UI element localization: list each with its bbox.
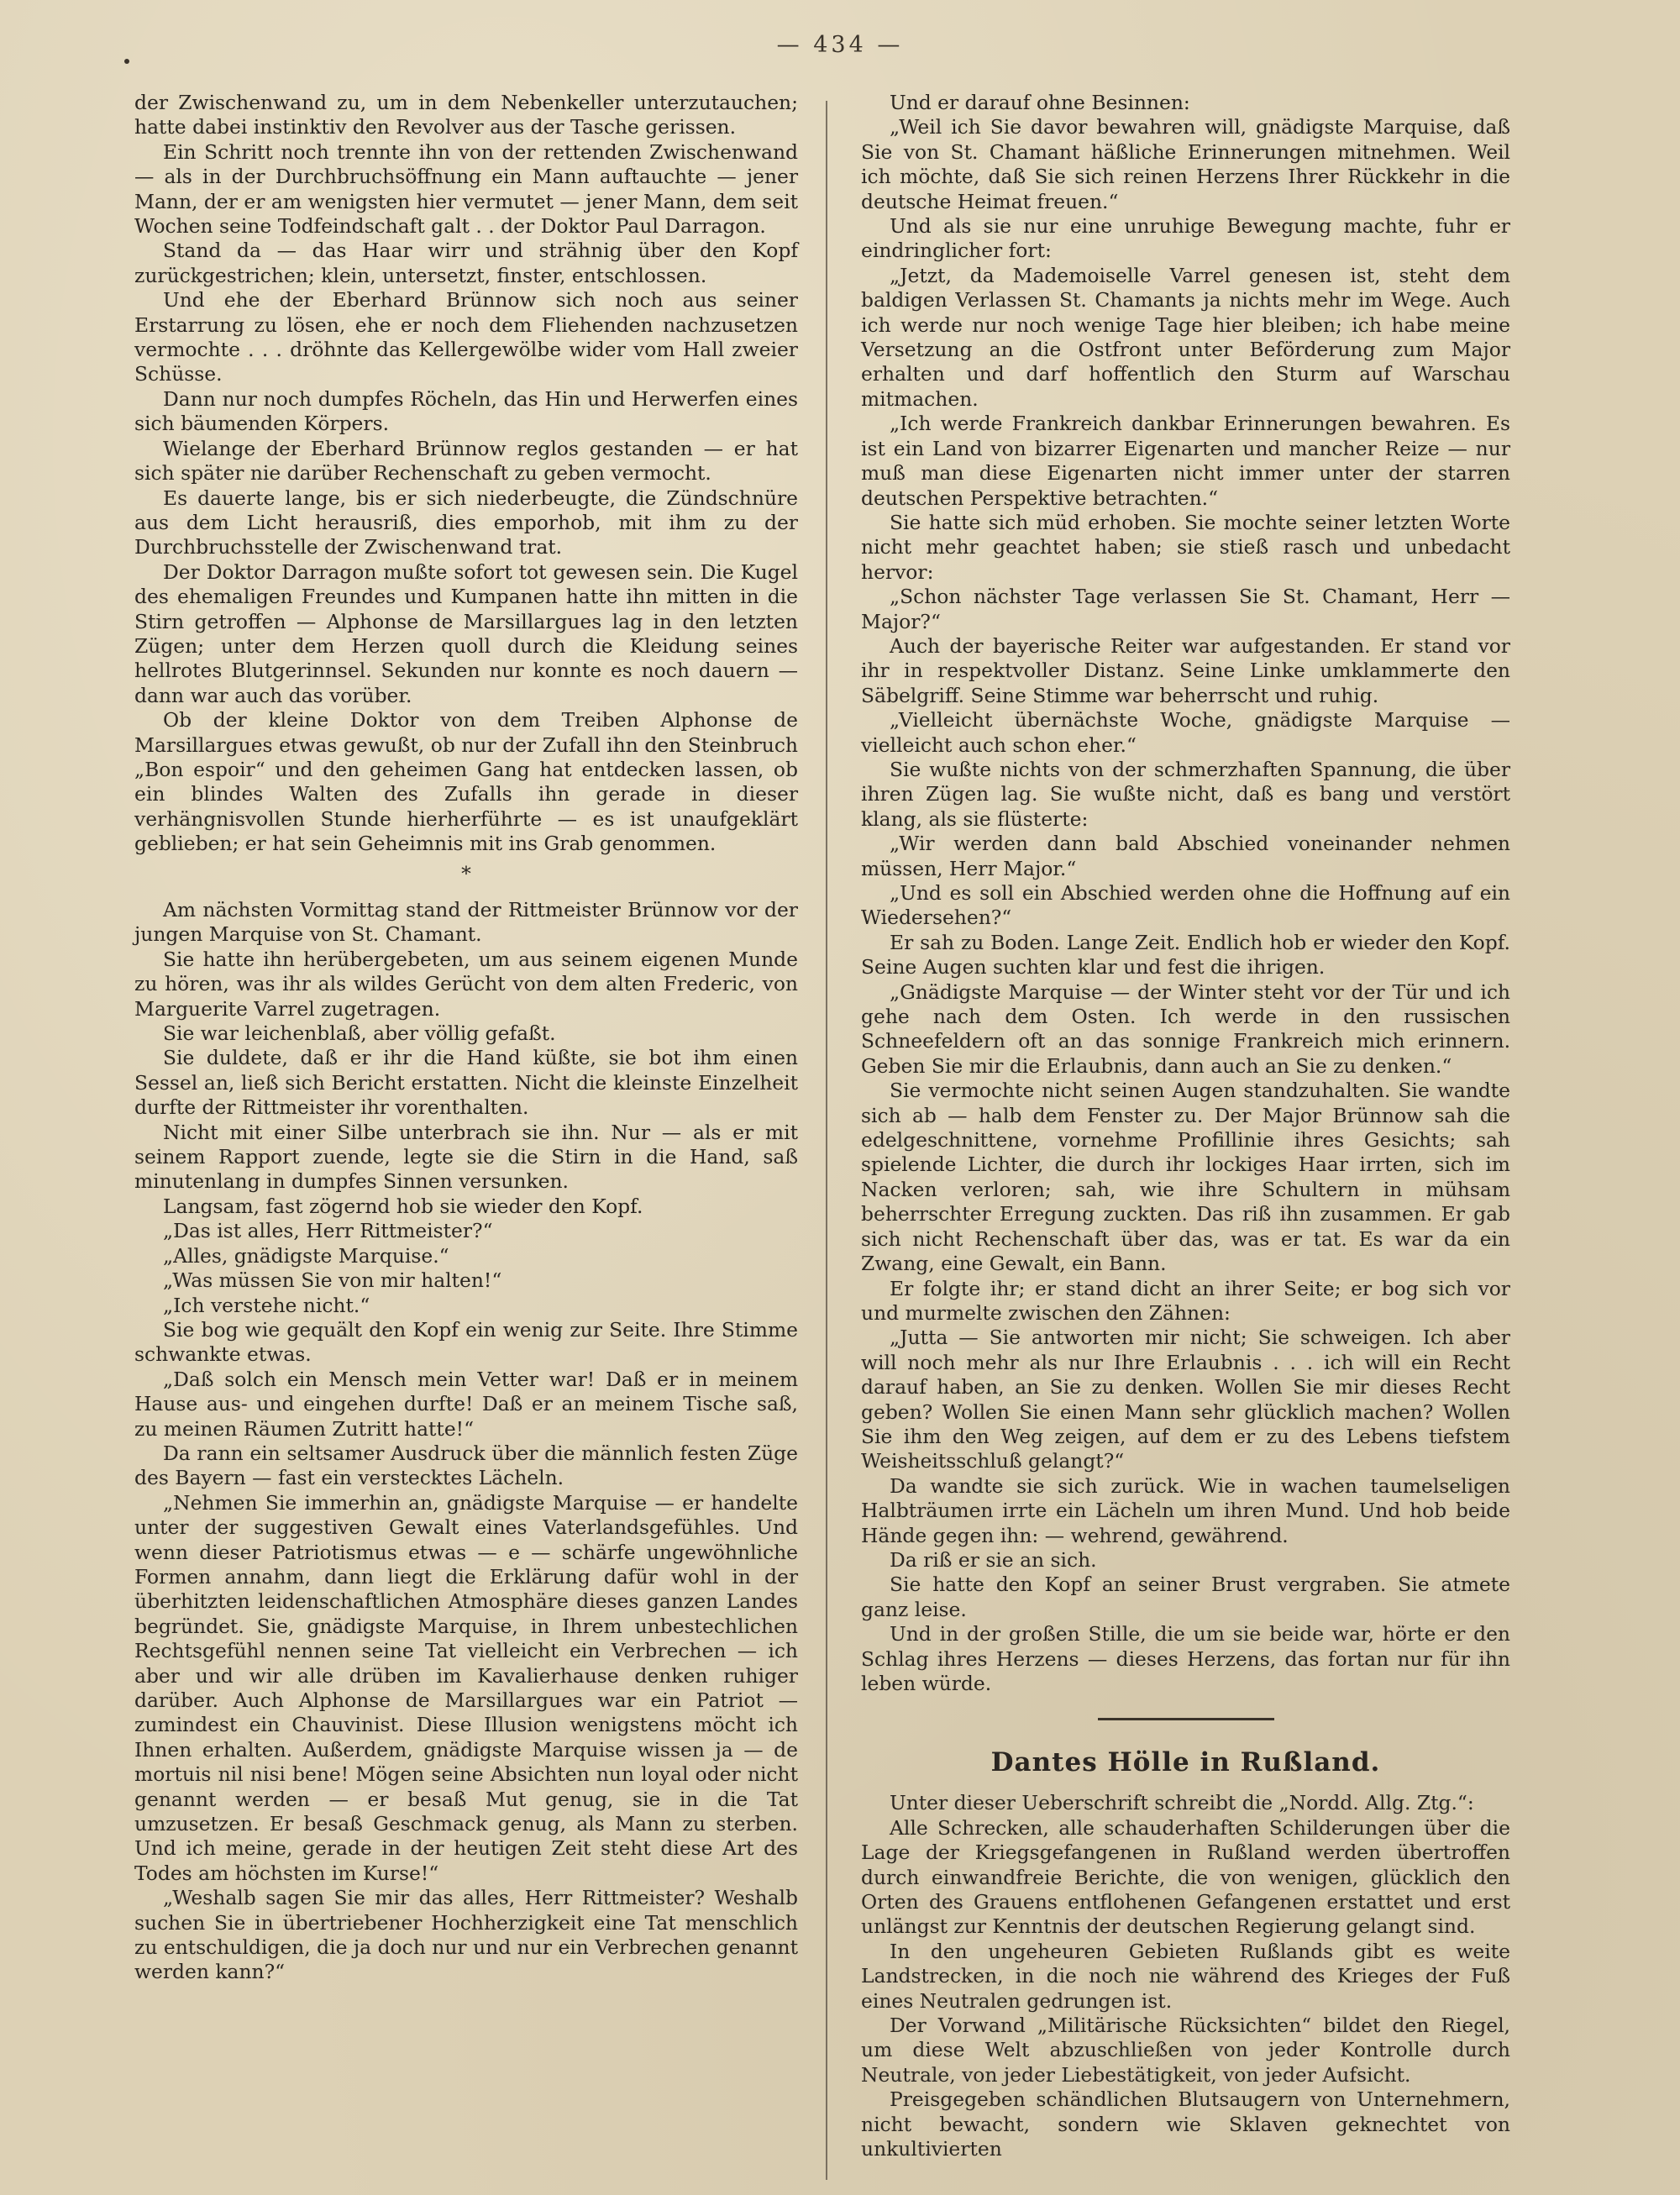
paragraph: Da rann ein seltsamer Ausdruck über die männlich festen Züge des Bayern — fast ein verstecktes Lächeln. bbox=[134, 1441, 798, 1490]
paragraph: Sie war leichenblaß, aber völlig gefaßt. bbox=[163, 1021, 556, 1046]
paragraph: „Wir werden dann bald Abschied voneinander nehmen müssen, Herr Major.“ bbox=[861, 832, 1510, 880]
page-number: — 434 — bbox=[776, 32, 904, 58]
paragraph: Auch der bayerische Reiter war aufgestanden. Er stand vor ihr in respektvoller Distanz. Seine Linke umklammerte den Säbelgriff. Seine Stimme war beherrscht und ruhig. bbox=[861, 633, 1510, 707]
paragraph: In den ungeheuren Gebieten Rußlands gibt es weite Landstrecken, in die noch nie während des Krieges der Fuß eines Neutralen gedrungen ist. bbox=[861, 1939, 1510, 2013]
paragraph: Langsam, fast zögernd hob sie wieder den Kopf. bbox=[163, 1194, 643, 1218]
paragraph: Ein Schritt noch trennte ihn von der rettenden Zwischenwand — als in der Durchbruchsöffnung ein Mann auftauchte — jener Mann, der er am wenigsten hier vermutet — jener Mann, dem seit Wochen seine Todfeindschaft galt . . der Doktor Paul Darragon. bbox=[134, 139, 798, 239]
paragraph: „Was müssen Sie von mir halten!“ bbox=[163, 1268, 502, 1293]
section-asterisk: * bbox=[461, 861, 471, 885]
paragraph: Und ehe der Eberhard Brünnow sich noch aus seiner Erstarrung zu lösen, ehe er noch dem Fliehenden nachzusetzen vermochte . . . dröhnte das Kellergewölbe wider vom Hall zweier Schüsse. bbox=[134, 288, 798, 386]
paragraph: Sie duldete, daß er ihr die Hand küßte, sie bot ihm einen Sessel an, ließ sich Bericht erstatten. Nicht die kleinste Einzelheit durfte der Rittmeister ihr vorenthalten. bbox=[134, 1046, 798, 1120]
section-rule bbox=[1098, 1718, 1274, 1720]
paragraph: Ob der kleine Doktor von dem Treiben Alphonse de Marsillargues etwas gewußt, ob nur der Zufall ihn den Steinbruch „Bon espoir“ und den geheimen Gang hat entdecken lassen, ob ein blindes Walten des Zufalls ihn gerade in dieser verhängnisvollen Stunde hierherführte — es ist unaufgeklärt geblieben; er hat sein Geheimnis mit ins Grab genommen. bbox=[134, 708, 798, 856]
paragraph: Es dauerte lange, bis er sich niederbeugte, die Zündschnüre aus dem Licht herausriß, dies emporhob, mit ihm zu der Durchbruchsstelle der Zwischenwand trat. bbox=[134, 486, 798, 559]
paragraph: Er sah zu Boden. Lange Zeit. Endlich hob er wieder den Kopf. Seine Augen suchten klar und fest die ihrigen. bbox=[861, 930, 1510, 979]
paragraph: Der Vorwand „Militärische Rücksichten“ bildet den Riegel, um diese Welt abzuschließen von jeder Kontrolle durch Neutrale, von jeder Liebestätigkeit, von jeder Aufsicht. bbox=[861, 2014, 1510, 2087]
paragraph: „Und es soll ein Abschied werden ohne die Hoffnung auf ein Wiedersehen?“ bbox=[861, 881, 1510, 930]
ink-dot bbox=[124, 59, 129, 64]
paragraph: Am nächsten Vormittag stand der Rittmeister Brünnow vor der jungen Marquise von St. Chamant. bbox=[134, 898, 798, 947]
paragraph: Nicht mit einer Silbe unterbrach sie ihn. Nur — als er mit seinem Rapport zuende, legte sie die Stirn in die Hand, saß minutenlang in dumpfes Sinnen versunken. bbox=[134, 1120, 798, 1194]
right-column bbox=[861, 91, 1510, 2162]
paragraph: „Jetzt, da Mademoiselle Varrel genesen ist, steht dem baldigen Verlassen St. Chamants ja nichts mehr im Wege. Auch ich werde nur noch wenige Tage hier bleiben; ich habe meine Versetzung an die Ostfront unter Beförderung zum Major erhalten und darf hoffentlich den Sturm auf Warschau mitmachen. bbox=[861, 263, 1510, 411]
paragraph: Alle Schrecken, alle schauderhaften Schilderungen über die Lage der Kriegsgefangenen in Rußland werden übertroffen durch einwandfreie Berichte, die von wenigen, glücklich den Orten des Grauens entflohenen Gefangenen erstattet und erst unlängst zur Kenntnis der deutschen Regierung gelangt sind. bbox=[861, 1815, 1510, 1939]
paragraph: „Weil ich Sie davor bewahren will, gnädigste Marquise, daß Sie von St. Chamant häßliche Erinnerungen mitnehmen. Weil ich möchte, daß Sie sich reinen Herzens Ihrer Rückkehr in die deutsche Heimat freuen.“ bbox=[861, 115, 1510, 213]
paragraph: Stand da — das Haar wirr und strähnig über den Kopf zurückgestrichen; klein, untersetzt, finster, entschlossen. bbox=[134, 239, 798, 287]
paragraph: „Alles, gnädigste Marquise.“ bbox=[163, 1243, 449, 1268]
paragraph: Und er darauf ohne Besinnen: bbox=[890, 91, 1190, 114]
paragraph: „Schon nächster Tage verlassen Sie St. Chamant, Herr — Major?“ bbox=[861, 585, 1510, 633]
paragraph: Sie hatte ihn herübergebeten, um aus seinem eigenen Munde zu hören, was ihr als wildes Gerücht von dem alten Frederic, von Marguerite Varrel zugetragen. bbox=[134, 947, 798, 1021]
paragraph: „Jutta — Sie antworten mir nicht; Sie schweigen. Ich aber will noch mehr als nur Ihre Erlaubnis . . . ich will ein Recht darauf haben, an Sie zu denken. Wollen Sie mir dieses Recht geben? Wollen Sie einen Mann sehr glücklich machen? Wollen Sie ihm den Weg zeigen, auf dem er zu des Lebens tiefstem Weisheitsschluß gelangt?“ bbox=[861, 1326, 1510, 1473]
paragraph: Dann nur noch dumpfes Röcheln, das Hin und Herwerfen eines sich bäumenden Körpers. bbox=[134, 386, 798, 436]
paragraph: Da wandte sie sich zurück. Wie in wachen taumelseligen Halbträumen irrte ein Lächeln um ihren Mund. Und hob beide Hände gegen ihn: — wehrend, gewährend. bbox=[861, 1473, 1510, 1547]
article-headline: Dantes Hölle in Rußland. bbox=[990, 1747, 1381, 1778]
paragraph: „Das ist alles, Herr Rittmeister?“ bbox=[163, 1219, 493, 1243]
paragraph: Da riß er sie an sich. bbox=[890, 1547, 1097, 1572]
paragraph: Und als sie nur eine unruhige Bewegung machte, fuhr er eindringlicher fort: bbox=[861, 214, 1510, 263]
column-divider bbox=[826, 101, 827, 2180]
paragraph: „Daß solch ein Mensch mein Vetter war! Daß er in meinem Hause aus- und eingehen durfte! Daß er an meinem Tische saß, zu meinen Räumen Zutritt hatte!“ bbox=[134, 1367, 798, 1441]
paragraph: Der Doktor Darragon mußte sofort tot gewesen sein. Die Kugel des ehemaligen Freundes und Kumpanen hatte ihn mitten in die Stirn getroffen — Alphonse de Marsillargues lag in den letzten Zügen; unter dem Herzen quoll durch die Kleidung seines hellrotes Blutgerinnsel. Sekunden nur konnte es noch dauern — dann war auch das vorüber. bbox=[134, 559, 798, 707]
paragraph: Und in der großen Stille, die um sie beide war, hörte er den Schlag ihres Herzens — dieses Herzens, das fortan nur für ihn leben würde. bbox=[861, 1622, 1510, 1695]
paragraph: der Zwischenwand zu, um in dem Nebenkeller unterzutauchen; hatte dabei instinktiv den Revolver aus der Tasche gerissen. bbox=[134, 91, 798, 139]
paragraph: „Ich verstehe nicht.“ bbox=[163, 1293, 370, 1317]
paragraph: „Vielleicht übernächste Woche, gnädigste Marquise — vielleicht auch schon eher.“ bbox=[861, 708, 1510, 757]
paragraph: Er folgte ihr; er stand dicht an ihrer Seite; er bog sich vor und murmelte zwischen den Zähnen: bbox=[861, 1276, 1510, 1325]
left-column bbox=[134, 91, 798, 1985]
paragraph: Sie bog wie gequält den Kopf ein wenig zur Seite. Ihre Stimme schwankte etwas. bbox=[134, 1317, 798, 1367]
paragraph: Preisgegeben schändlichen Blutsaugern von Unternehmern, nicht bewacht, sondern wie Sklaven geknechtet von unkultivierten bbox=[861, 2087, 1510, 2161]
paragraph: Sie hatte sich müd erhoben. Sie mochte seiner letzten Worte nicht mehr geachtet haben; sie stieß rasch und unbedacht hervor: bbox=[861, 510, 1510, 584]
paragraph: „Ich werde Frankreich dankbar Erinnerungen bewahren. Es ist ein Land von bizarrer Eigenarten und mancher Reize — nur muß man diese Eigenarten nicht immer unter der starren deutschen Perspektive betrachten.“ bbox=[861, 412, 1510, 510]
paragraph: Wielange der Eberhard Brünnow reglos gestanden — er hat sich später nie darüber Rechenschaft zu geben vermocht. bbox=[134, 436, 798, 486]
paragraph: „Weshalb sagen Sie mir das alles, Herr Rittmeister? Weshalb suchen Sie in übertriebener Hochherzigkeit eine Tat menschlich zu entschuldigen, die ja doch nur und nur ein Verbrechen genannt werden kann?“ bbox=[134, 1886, 798, 1984]
paragraph: „Gnädigste Marquise — der Winter steht vor der Tür und ich gehe nach dem Osten. Ich werde in den russischen Schneefeldern oft an das sonnige Frankreich mich erinnern. Geben Sie mir die Erlaubnis, dann auch an Sie zu denken.“ bbox=[861, 979, 1510, 1078]
paragraph: Unter dieser Ueberschrift schreibt die „Nordd. Allg. Ztg.“: bbox=[890, 1791, 1474, 1815]
paragraph: „Nehmen Sie immerhin an, gnädigste Marquise — er handelte unter der suggestiven Gewalt eines Vaterlandsgefühles. Und wenn dieser Patriotismus etwas — e — schärfe ungewöhnliche Formen annahm, dann liegt die Erklärung dafür wohl in der überhitzten leidenschaftlichen Atmosphäre dieses ganzen Landes begründet. Sie, gnädigste Marquise, in Ihrem unbestechlichen Rechtsgefühl nennen seine Tat vielleicht ein Verbrechen — ich aber und wir alle drüben im Kavalierhause denken ruhiger darüber. Auch Alphonse de Marsillargues war ein Patriot — zumindest ein Chauvinist. Diese Illusion wenigstens möcht ich Ihnen erhalten. Außerdem, gnädigste Marquise wissen ja — de mortuis nil nisi bene! Mögen seine Absichten nun loyal oder nicht genannt werden — er besaß Mut genug, sie in die Tat umzusetzen. Er besaß Geschmack genug, als Mann zu sterben. Und ich meine, gerade in der heutigen Zeit steht diese Art des Todes am höchsten im Kurse!“ bbox=[134, 1490, 798, 1885]
paragraph: Sie vermochte nicht seinen Augen standzuhalten. Sie wandte sich ab — halb dem Fenster zu. Der Major Brünnow sah die edelgeschnittene, vornehme Profillinie ihres Gesichts; sah spielende Lichter, die durch ihr lockiges Haar irrten, sich im Nacken verloren; sah, wie ihre Schultern in mühsam beherrschter Erregung zuckten. Das riß ihn zusammen. Er gab sich nicht Rechenschaft über das, was er tat. Es war da ein Zwang, eine Gewalt, ein Bann. bbox=[861, 1079, 1510, 1276]
paragraph: Sie wußte nichts von der schmerzhaften Spannung, die über ihren Zügen lag. Sie wußte nicht, daß es bang und verstört klang, als sie flüsterte: bbox=[861, 757, 1510, 831]
paragraph: Sie hatte den Kopf an seiner Brust vergraben. Sie atmete ganz leise. bbox=[861, 1573, 1510, 1621]
